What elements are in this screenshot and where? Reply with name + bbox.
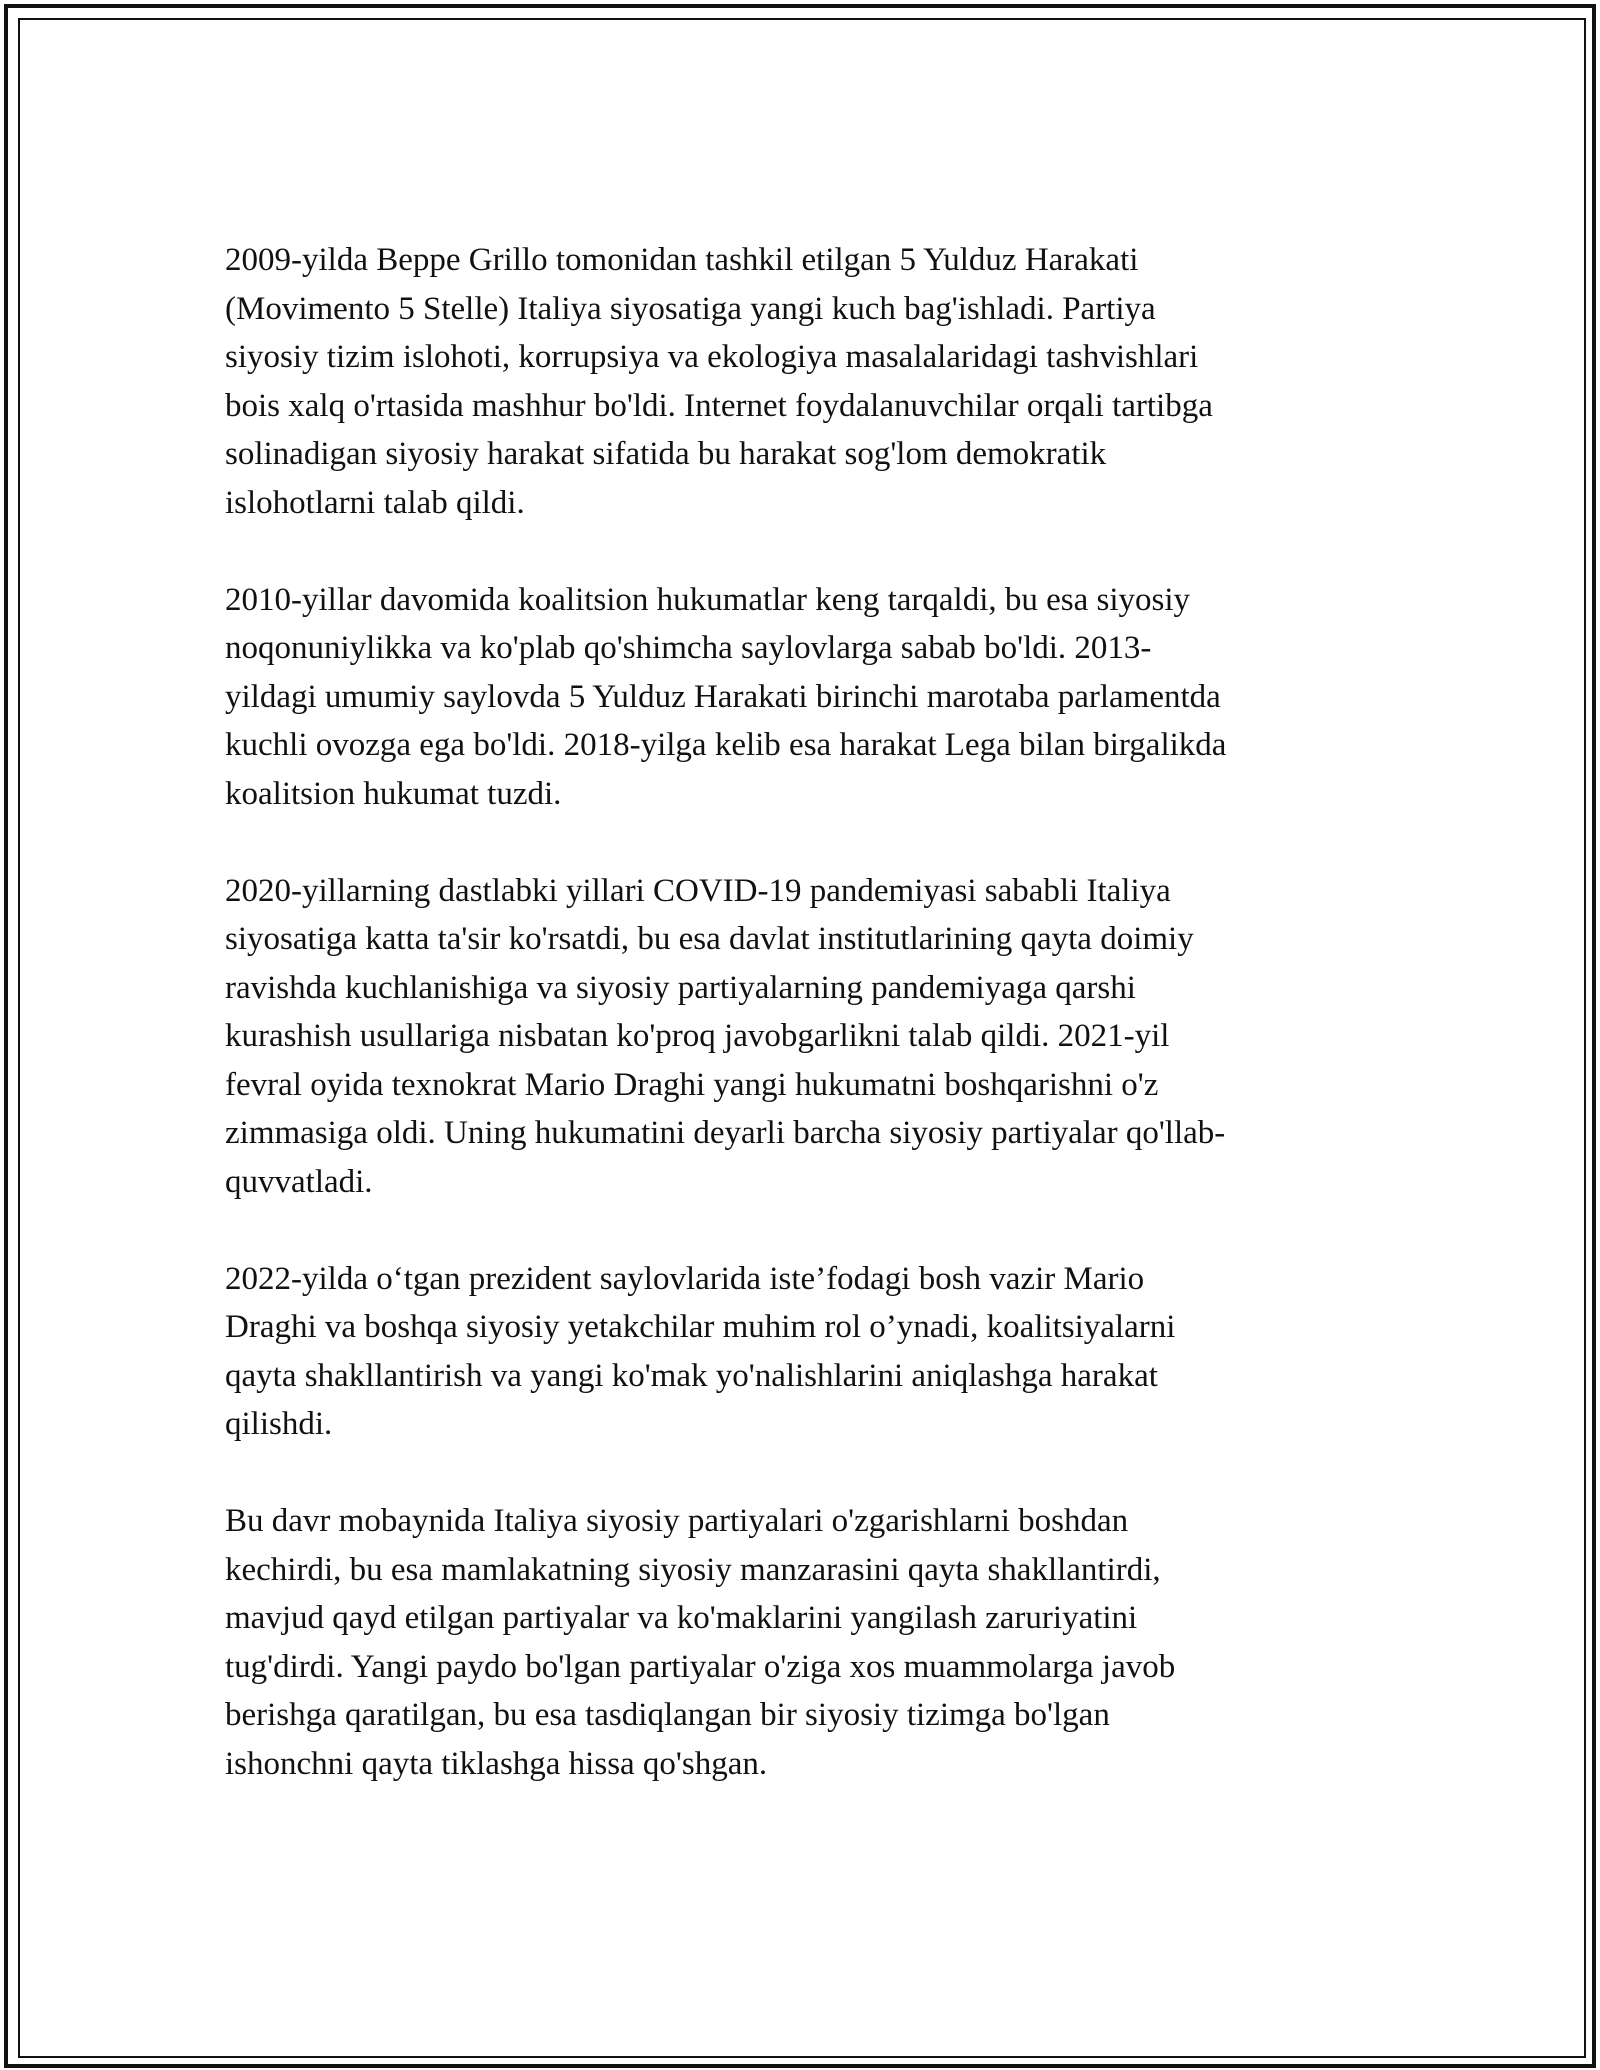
- paragraph-coalition-governments: 2010-yillar davomida koalitsion hukumatlar keng tarqaldi, bu esa siyosiy noqonuniylikka va ko'plab qo'shimcha saylovlarga sabab bo'ldi. 2013- yildagi umumiy saylovda 5 Yulduz Harakati birinchi marotaba parlamentda kuchli ovozga ega bo'ldi. 2018-yilga kelib esa harakat Lega bilan birgalikda koalitsion hukumat tuzdi.: [225, 581, 1227, 812]
- paragraph-party-changes: Bu davr mobaynida Italiya siyosiy partiyalari o'zgarishlarni boshdan kechirdi, bu esa mamlakatning siyosiy manzarasini qayta shakllantirdi, mavjud qayd etilgan partiyalar va ko'maklarini yangilash zaruriyatini tug'dirdi. Yangi paydo bo'lgan partiyalar o'ziga xos muammolarga javob berishga qaratilgan, bu esa tasdiqlangan bir siyosiy tizimga bo'lgan ishonchni qayta tiklashga hissa qo'shgan.: [225, 1503, 1176, 1782]
- paragraph-five-star-movement: 2009-yilda Beppe Grillo tomonidan tashkil etilgan 5 Yulduz Harakati (Movimento 5 Stelle) Italiya siyosatiga yangi kuch bag'ishladi. Partiya siyosiy tizim islohoti, korrupsiya va ekologiya masalalaridagi tashvishlari bois xalq o'rtasida mashhur bo'ldi. Internet foydalanuvchilar orqali tartibga solinadigan siyosiy harakat sifatida bu harakat sog'lom demokratik islohotlarni talab qildi.: [225, 242, 1213, 521]
- paragraph-presidential-elections: 2022-yilda o‘tgan prezident saylovlarida iste’fodagi bosh vazir Mario Draghi va boshqa siyosiy yetakchilar muhim rol o’ynadi, koalitsiyalarni qayta shakllantirish va yangi ko'mak yo'nalishlarini aniqlashga harakat qilishdi.: [225, 1260, 1176, 1442]
- document-body: [225, 236, 1360, 1788]
- paragraph-covid-pandemic: 2020-yillarning dastlabki yillari COVID-19 pandemiyasi sababli Italiya siyosatiga katta ta'sir ko'rsatdi, bu esa davlat institutlarining qayta doimiy ravishda kuchlanishiga va siyosiy partiyalarning pandemiyaga qarshi kurashish usullariga nisbatan ko'proq javobgarlikni talab qildi. 2021-yil fevral oyida texnokrat Mario Draghi yangi hukumatni boshqarishni o'z zimmasiga oldi. Uning hukumatini deyarli barcha siyosiy partiyalar qo'llab- quvvatladi.: [225, 872, 1226, 1200]
